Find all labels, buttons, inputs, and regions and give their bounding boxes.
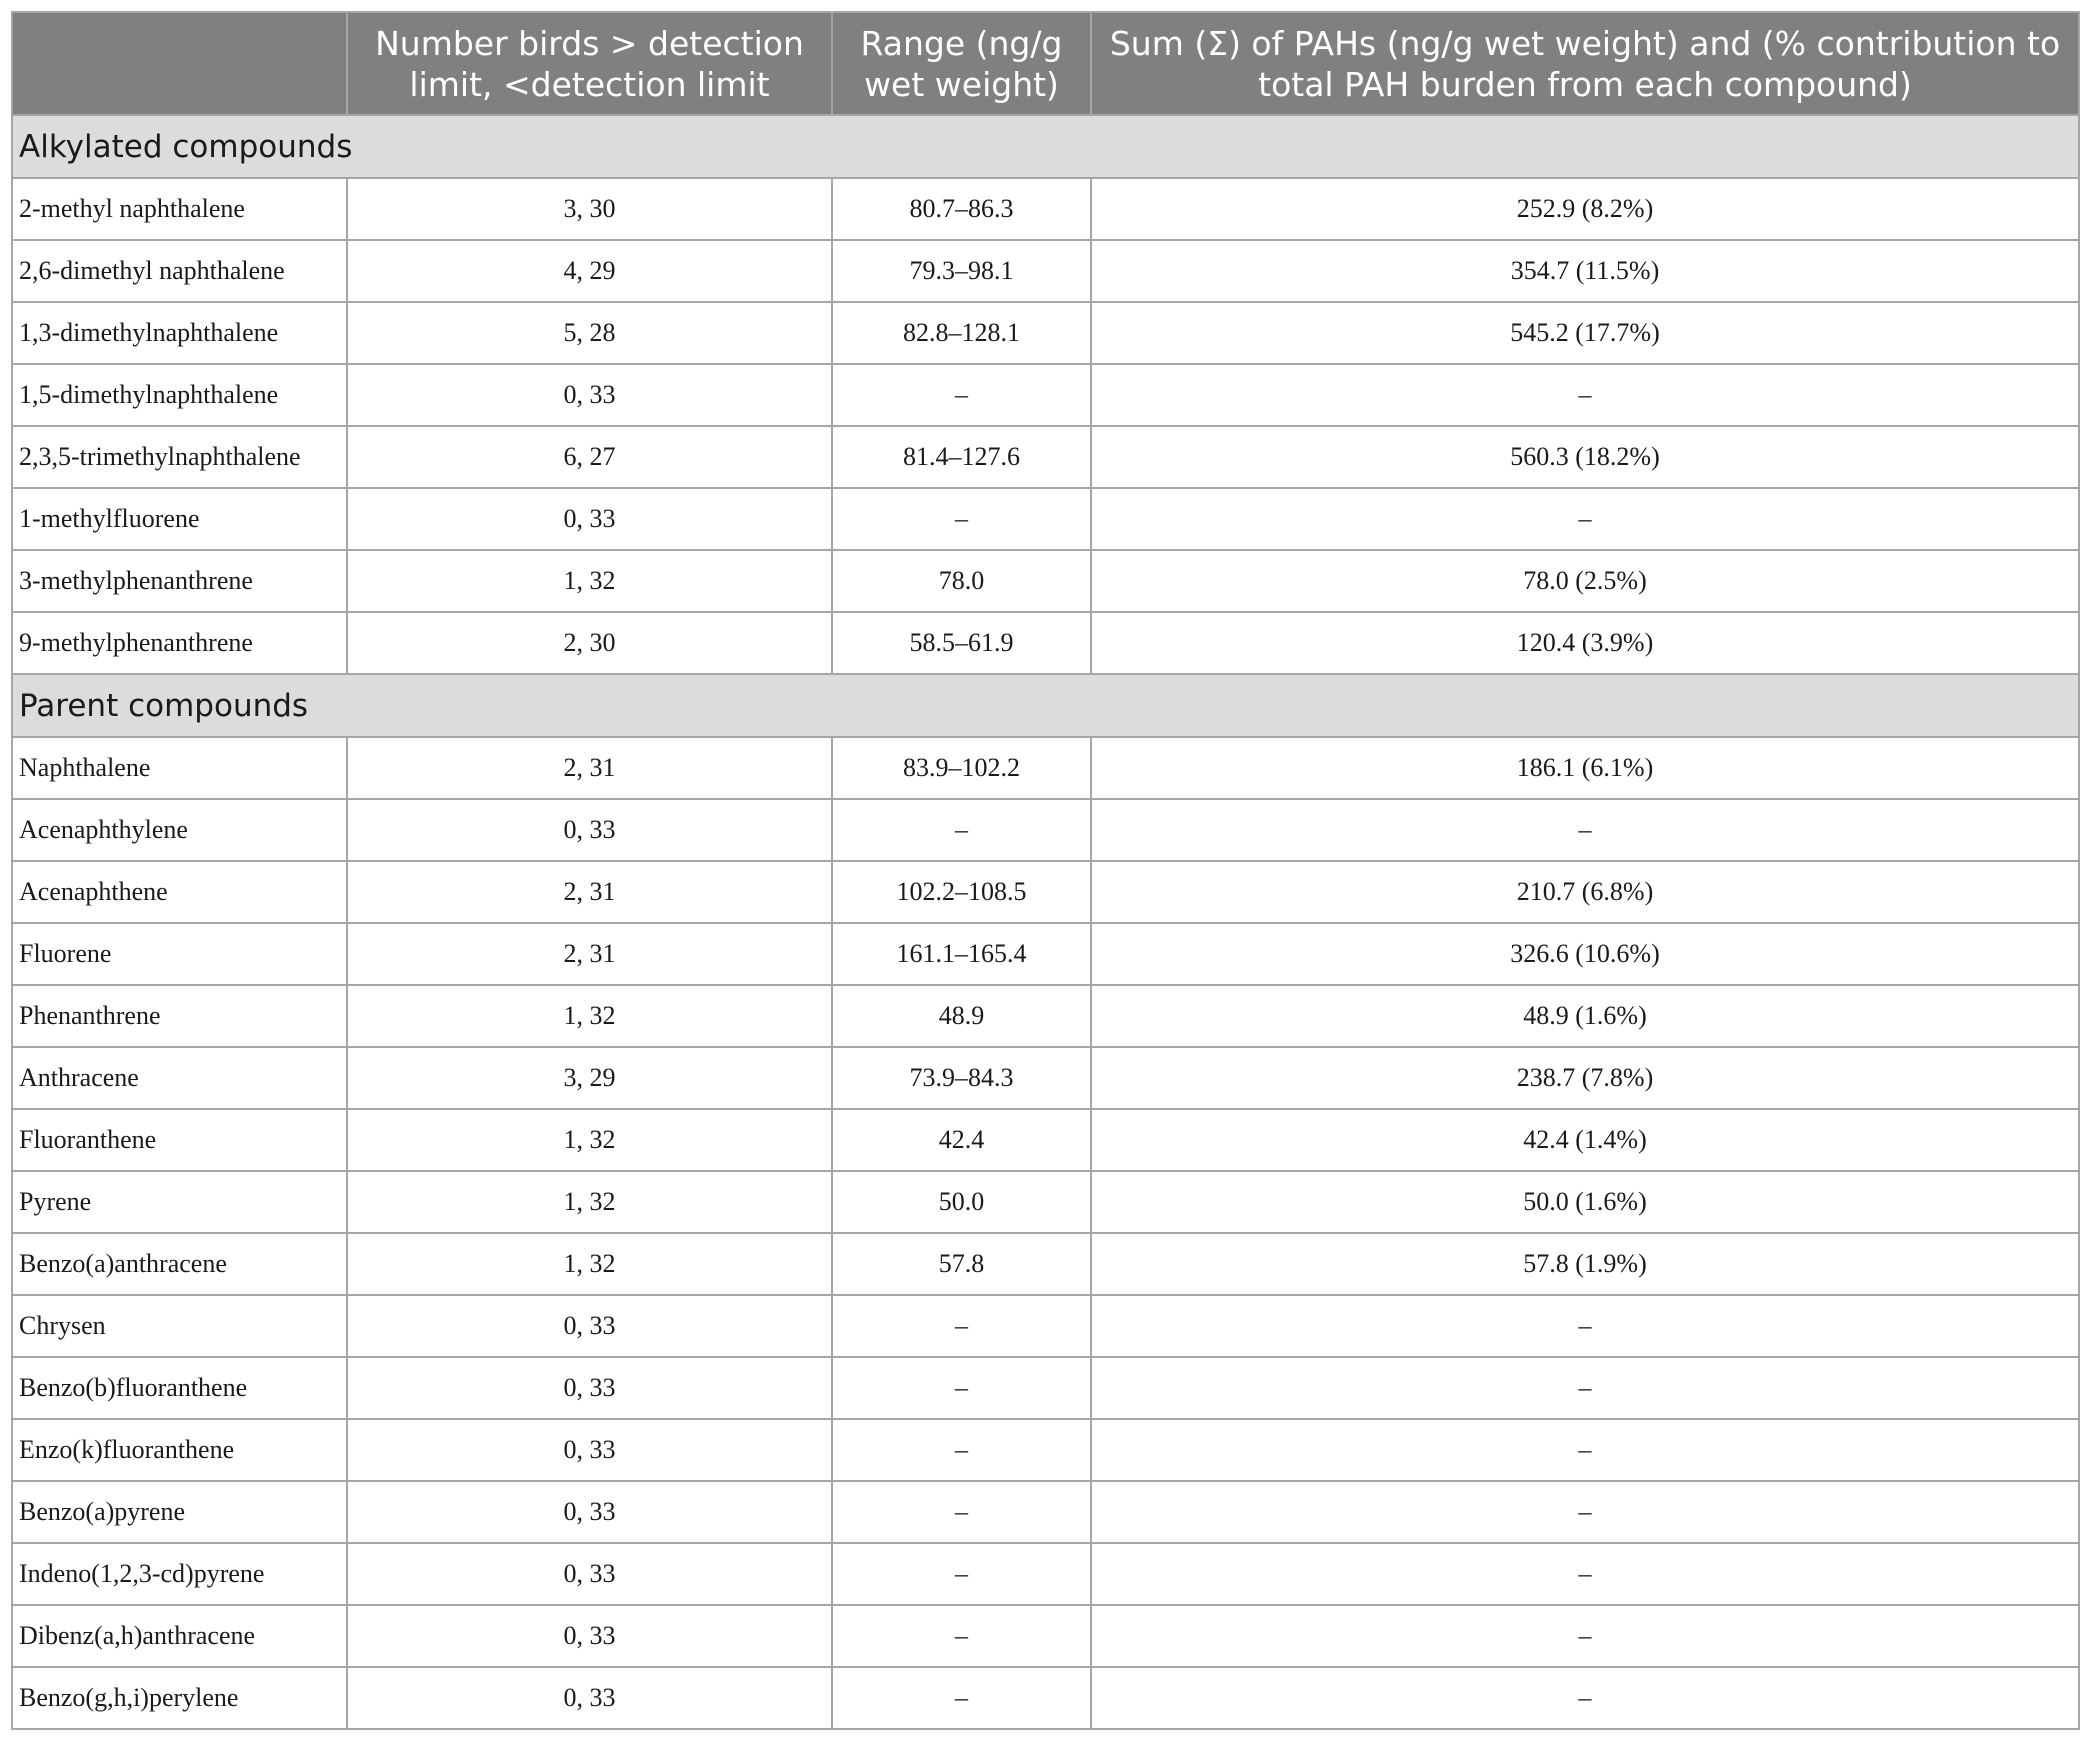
birds-count-cell: 1, 32	[347, 985, 832, 1047]
birds-count-cell: 3, 30	[347, 178, 832, 240]
range-cell: –	[832, 1295, 1091, 1357]
birds-count-cell: 1, 32	[347, 1171, 832, 1233]
range-cell: –	[832, 488, 1091, 550]
range-cell: 57.8	[832, 1233, 1091, 1295]
compound-cell: Dibenz(a,h)anthracene	[12, 1605, 347, 1667]
birds-count-cell: 2, 31	[347, 737, 832, 799]
table-row	[12, 1543, 2079, 1605]
compound-cell: 2,3,5-trimethylnaphthalene	[12, 426, 347, 488]
compound-cell: Fluorene	[12, 923, 347, 985]
compound-cell: Naphthalene	[12, 737, 347, 799]
sum-cell: 78.0 (2.5%)	[1091, 550, 2079, 612]
compound-cell: Enzo(k)fluoranthene	[12, 1419, 347, 1481]
table-row	[12, 1171, 2079, 1233]
table-row	[12, 1109, 2079, 1171]
sum-cell: –	[1091, 1543, 2079, 1605]
header-range: Range (ng/g wet weight)	[832, 12, 1091, 115]
compound-cell: Acenaphthene	[12, 861, 347, 923]
birds-count-cell: 3, 29	[347, 1047, 832, 1109]
range-cell: –	[832, 1357, 1091, 1419]
birds-count-cell: 0, 33	[347, 1419, 832, 1481]
table-row	[12, 737, 2079, 799]
section-title: Parent compounds	[12, 674, 2079, 737]
compound-cell: 9-methylphenanthrene	[12, 612, 347, 674]
table-row	[12, 426, 2079, 488]
sum-cell: –	[1091, 1419, 2079, 1481]
compound-cell: Benzo(a)anthracene	[12, 1233, 347, 1295]
sum-cell: 57.8 (1.9%)	[1091, 1233, 2079, 1295]
compound-cell: Indeno(1,2,3-cd)pyrene	[12, 1543, 347, 1605]
sum-cell: –	[1091, 799, 2079, 861]
range-cell: –	[832, 364, 1091, 426]
compound-cell: 2,6-dimethyl naphthalene	[12, 240, 347, 302]
range-cell: 48.9	[832, 985, 1091, 1047]
sum-cell: –	[1091, 1667, 2079, 1729]
birds-count-cell: 0, 33	[347, 1543, 832, 1605]
section-row	[12, 115, 2079, 178]
compound-cell: Fluoranthene	[12, 1109, 347, 1171]
birds-count-cell: 0, 33	[347, 1481, 832, 1543]
range-cell: 81.4–127.6	[832, 426, 1091, 488]
range-cell: 83.9–102.2	[832, 737, 1091, 799]
compound-cell: 3-methylphenanthrene	[12, 550, 347, 612]
range-cell: –	[832, 1605, 1091, 1667]
sum-cell: 120.4 (3.9%)	[1091, 612, 2079, 674]
range-cell: 102.2–108.5	[832, 861, 1091, 923]
sum-cell: –	[1091, 488, 2079, 550]
range-cell: 161.1–165.4	[832, 923, 1091, 985]
sum-cell: 252.9 (8.2%)	[1091, 178, 2079, 240]
sum-cell: –	[1091, 1605, 2079, 1667]
table-row	[12, 1357, 2079, 1419]
header-compound	[12, 12, 347, 115]
section-title: Alkylated compounds	[12, 115, 2079, 178]
birds-count-cell: 1, 32	[347, 1109, 832, 1171]
compound-cell: Chrysen	[12, 1295, 347, 1357]
birds-count-cell: 0, 33	[347, 799, 832, 861]
table-row	[12, 1419, 2079, 1481]
range-cell: –	[832, 1543, 1091, 1605]
sum-cell: 326.6 (10.6%)	[1091, 923, 2079, 985]
birds-count-cell: 1, 32	[347, 1233, 832, 1295]
sum-cell: 545.2 (17.7%)	[1091, 302, 2079, 364]
table-row	[12, 240, 2079, 302]
table-row	[12, 923, 2079, 985]
compound-cell: Benzo(b)fluoranthene	[12, 1357, 347, 1419]
birds-count-cell: 2, 31	[347, 861, 832, 923]
birds-count-cell: 0, 33	[347, 1295, 832, 1357]
table-row	[12, 799, 2079, 861]
range-cell: 79.3–98.1	[832, 240, 1091, 302]
table-row	[12, 178, 2079, 240]
table-row	[12, 488, 2079, 550]
birds-count-cell: 0, 33	[347, 488, 832, 550]
birds-count-cell: 0, 33	[347, 1667, 832, 1729]
birds-count-cell: 0, 33	[347, 1357, 832, 1419]
sum-cell: –	[1091, 1481, 2079, 1543]
range-cell: –	[832, 1667, 1091, 1729]
range-cell: –	[832, 1419, 1091, 1481]
compound-cell: Pyrene	[12, 1171, 347, 1233]
compound-cell: Anthracene	[12, 1047, 347, 1109]
range-cell: 73.9–84.3	[832, 1047, 1091, 1109]
table-row	[12, 1481, 2079, 1543]
header-sum-pahs: Sum (Σ) of PAHs (ng/g wet weight) and (% contribution to total PAH burden from each compound)	[1091, 12, 2079, 115]
range-cell: 50.0	[832, 1171, 1091, 1233]
compound-cell: Acenaphthylene	[12, 799, 347, 861]
table-body	[12, 115, 2079, 1729]
compound-cell: 1,3-dimethylnaphthalene	[12, 302, 347, 364]
sum-cell: 354.7 (11.5%)	[1091, 240, 2079, 302]
birds-count-cell: 0, 33	[347, 1605, 832, 1667]
birds-count-cell: 2, 30	[347, 612, 832, 674]
range-cell: 58.5–61.9	[832, 612, 1091, 674]
sum-cell: 238.7 (7.8%)	[1091, 1047, 2079, 1109]
range-cell: –	[832, 1481, 1091, 1543]
compound-cell: Benzo(g,h,i)perylene	[12, 1667, 347, 1729]
table-row	[12, 1047, 2079, 1109]
table-row	[12, 1605, 2079, 1667]
compound-cell: 2-methyl naphthalene	[12, 178, 347, 240]
table-row	[12, 1667, 2079, 1729]
sum-cell: 42.4 (1.4%)	[1091, 1109, 2079, 1171]
header-row	[12, 12, 2079, 115]
sum-cell: 50.0 (1.6%)	[1091, 1171, 2079, 1233]
pah-table	[11, 11, 2080, 1730]
table-row	[12, 1233, 2079, 1295]
sum-cell: 210.7 (6.8%)	[1091, 861, 2079, 923]
table-row	[12, 861, 2079, 923]
birds-count-cell: 1, 32	[347, 550, 832, 612]
header-number-birds: Number birds > detection limit, <detection limit	[347, 12, 832, 115]
range-cell: 80.7–86.3	[832, 178, 1091, 240]
table-row	[12, 302, 2079, 364]
table-row	[12, 364, 2079, 426]
table-row	[12, 1295, 2079, 1357]
birds-count-cell: 4, 29	[347, 240, 832, 302]
birds-count-cell: 2, 31	[347, 923, 832, 985]
sum-cell: –	[1091, 364, 2079, 426]
compound-cell: Phenanthrene	[12, 985, 347, 1047]
sum-cell: –	[1091, 1357, 2079, 1419]
table-row	[12, 612, 2079, 674]
compound-cell: 1,5-dimethylnaphthalene	[12, 364, 347, 426]
table-row	[12, 985, 2079, 1047]
compound-cell: Benzo(a)pyrene	[12, 1481, 347, 1543]
section-row	[12, 674, 2079, 737]
range-cell: 82.8–128.1	[832, 302, 1091, 364]
sum-cell: 560.3 (18.2%)	[1091, 426, 2079, 488]
sum-cell: –	[1091, 1295, 2079, 1357]
sum-cell: 48.9 (1.6%)	[1091, 985, 2079, 1047]
range-cell: 78.0	[832, 550, 1091, 612]
compound-cell: 1-methylfluorene	[12, 488, 347, 550]
birds-count-cell: 0, 33	[347, 364, 832, 426]
range-cell: –	[832, 799, 1091, 861]
range-cell: 42.4	[832, 1109, 1091, 1171]
table-row	[12, 550, 2079, 612]
sum-cell: 186.1 (6.1%)	[1091, 737, 2079, 799]
birds-count-cell: 5, 28	[347, 302, 832, 364]
birds-count-cell: 6, 27	[347, 426, 832, 488]
